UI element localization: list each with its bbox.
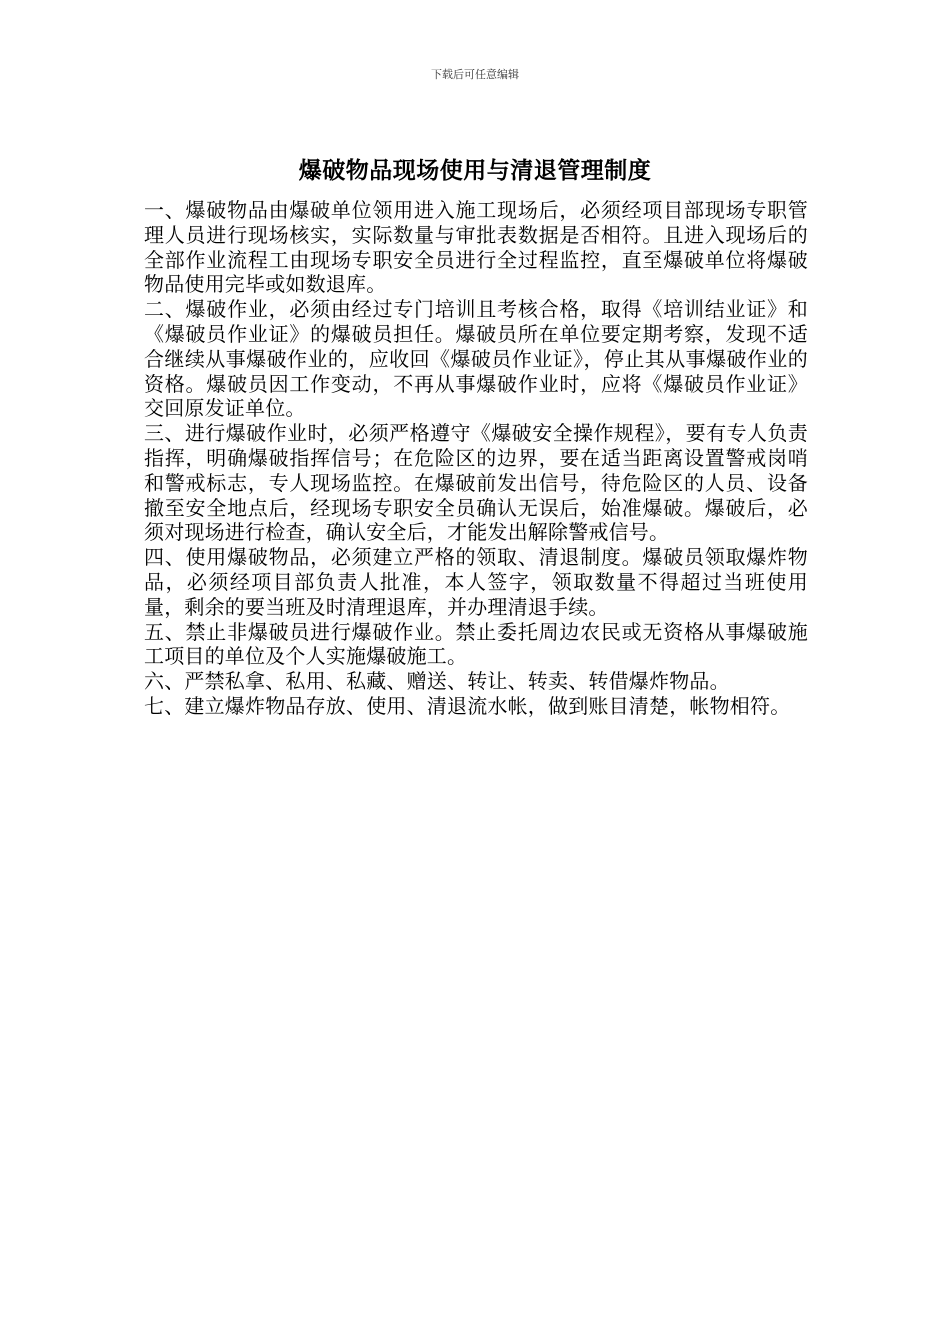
paragraph-2: 二、爆破作业，必须由经过专门培训且考核合格，取得《培训结业证》和《爆破员作业证》的爆破员担任。爆破员所在单位要定期考察，发现不适合继续从事爆破作业的，应收回《爆破员作业证》，停止其从事爆破作业的资格。爆破员因工作变动，不再从事爆破作业时，应将《爆破员作业证》交回原发证单位。 [144, 297, 808, 421]
header-note: 下载后可任意编辑 [431, 68, 519, 81]
paragraph-1: 一、爆破物品由爆破单位领用进入施工现场后，必须经项目部现场专职管理人员进行现场核实，实际数量与审批表数据是否相符。且进入现场后的全部作业流程工由现场专职安全员进行全过程监控，直至爆破单位将爆破物品使用完毕或如数退库。 [144, 198, 808, 297]
paragraph-4: 四、使用爆破物品，必须建立严格的领取、清退制度。爆破员领取爆炸物品，必须经项目部负责人批准，本人签字，领取数量不得超过当班使用量，剩余的要当班及时清理退库，并办理清退手续。 [144, 545, 808, 619]
paragraph-5: 五、禁止非爆破员进行爆破作业。禁止委托周边农民或无资格从事爆破施工项目的单位及个人实施爆破施工。 [144, 619, 808, 669]
paragraph-6: 六、严禁私拿、私用、私藏、赠送、转让、转卖、转借爆炸物品。 [144, 669, 730, 694]
document-title: 爆破物品现场使用与清退管理制度 [298, 158, 652, 184]
paragraph-3: 三、进行爆破作业时，必须严格遵守《爆破安全操作规程》，要有专人负责指挥，明确爆破指挥信号；在危险区的边界，要在适当距离设置警戒岗哨和警戒标志，专人现场监控。在爆破前发出信号，待危险区的人员、设备撤至安全地点后，经现场专职安全员确认无误后，始准爆破。爆破后，必须对现场进行检查，确认安全后，才能发出解除警戒信号。 [144, 421, 808, 545]
paragraph-7: 七、建立爆炸物品存放、使用、清退流水帐，做到账目清楚，帐物相符。 [144, 693, 791, 718]
document-body [144, 198, 808, 719]
